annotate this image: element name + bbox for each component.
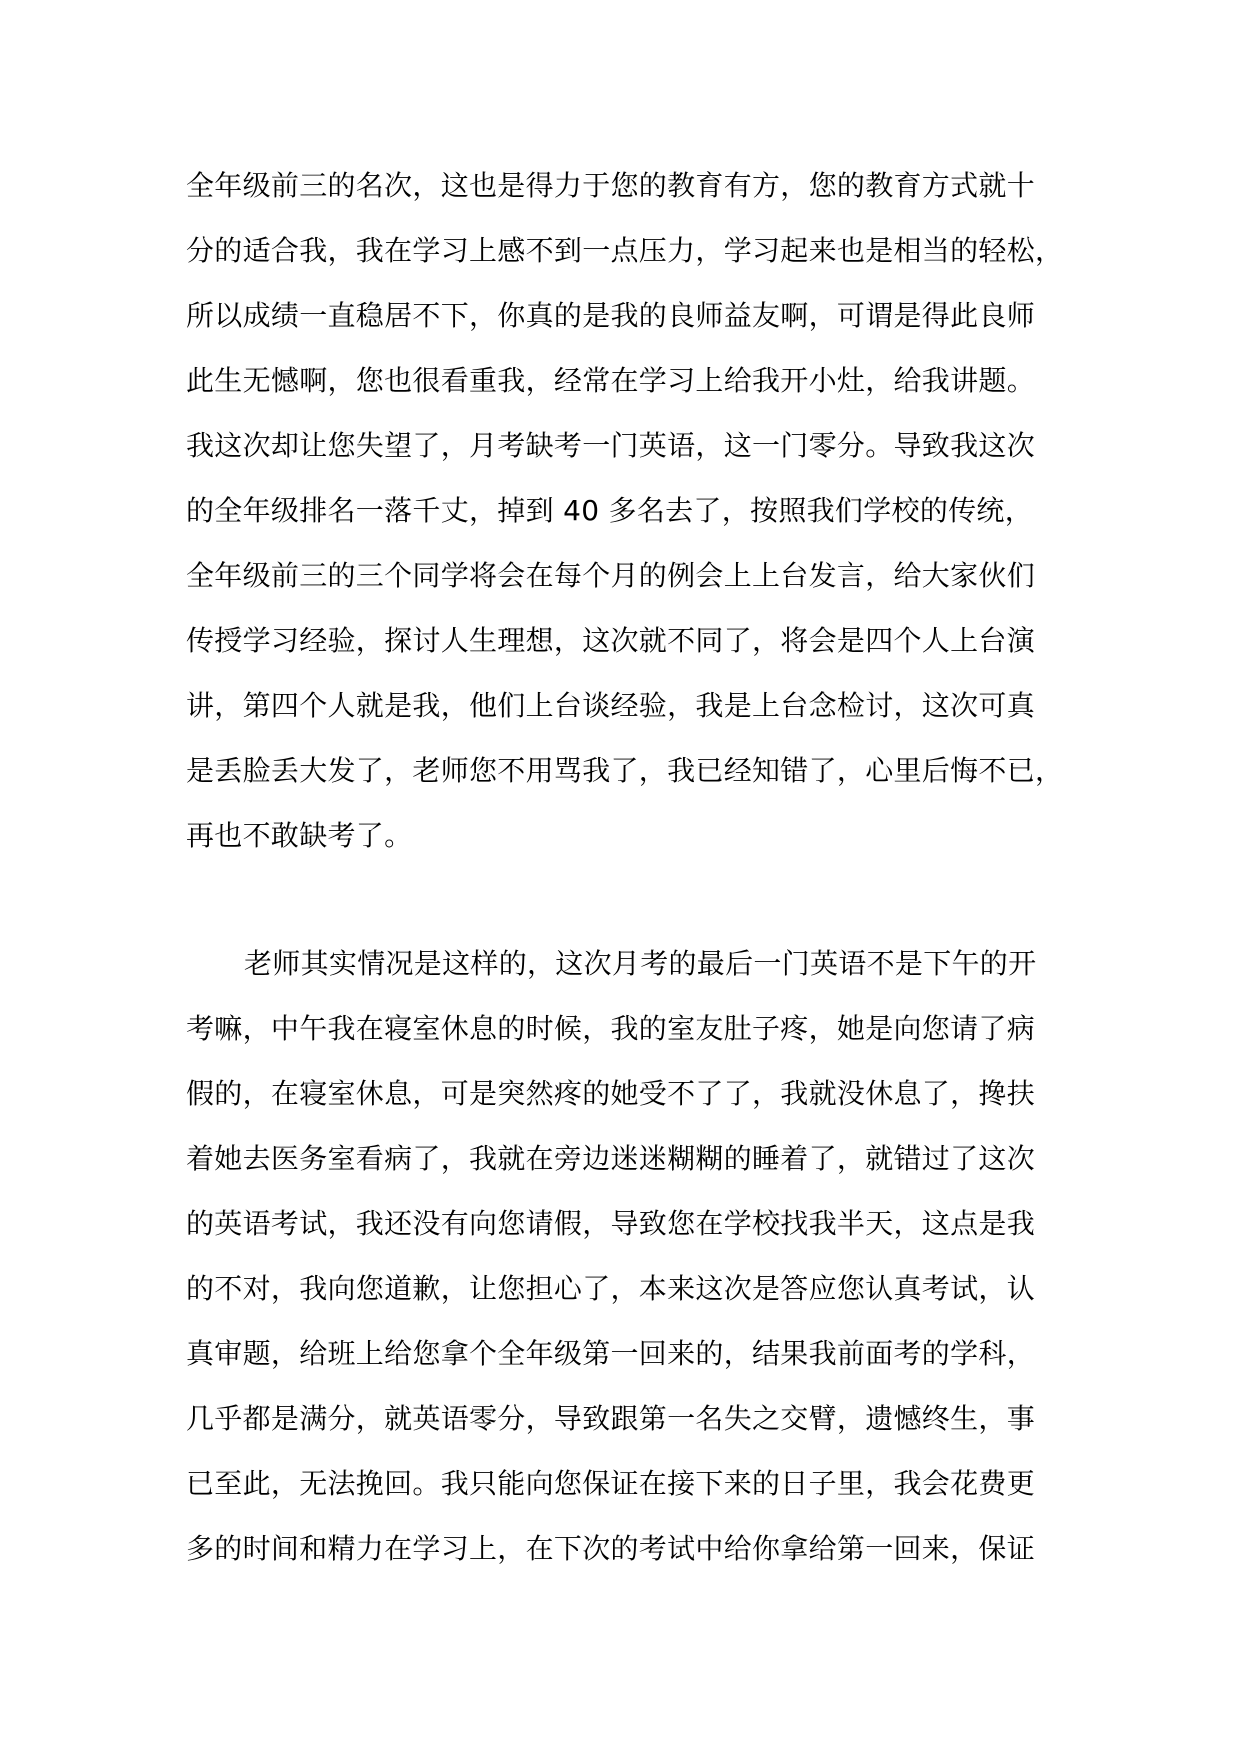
text-line: 假的，在寝室休息，可是突然疼的她受不了了，我就没休息了，搀扶 [186,1077,1036,1110]
text-line: 我这次却让您失望了，月考缺考一门英语，这一门零分。导致我这次 [186,429,1036,462]
text-line: 所以成绩一直稳居不下，你真的是我的良师益友啊，可谓是得此良师 [186,299,1036,332]
paragraph-2 [186,940,1066,1590]
text-line: 讲，第四个人就是我，他们上台谈经验，我是上台念检讨，这次可真 [186,689,1036,722]
text-line: 的英语考试，我还没有向您请假，导致您在学校找我半天，这点是我 [186,1207,1036,1240]
text-line: 此生无憾啊，您也很看重我，经常在学习上给我开小灶，给我讲题。 [186,364,1036,397]
text-line: 的不对，我向您道歉，让您担心了，本来这次是答应您认真考试，认 [186,1272,1036,1305]
text-line: 再也不敢缺考了。 [186,819,413,852]
text-line: 传授学习经验，探讨人生理想，这次就不同了，将会是四个人上台演 [186,624,1036,657]
text-line: 全年级前三的三个同学将会在每个月的例会上上台发言，给大家伙们 [186,559,1036,592]
text-line: 多的时间和精力在学习上，在下次的考试中给你拿给第一回来，保证 [186,1532,1036,1565]
text-line: 的全年级排名一落千丈，掉到 40 多名去了，按照我们学校的传统， [186,494,1034,527]
paragraph-1 [186,162,1066,877]
text-line: 老师其实情况是这样的，这次月考的最后一门英语不是下午的开 [244,947,1037,980]
text-line: 真审题，给班上给您拿个全年级第一回来的，结果我前面考的学科， [186,1337,1036,1370]
text-line: 着她去医务室看病了，我就在旁边迷迷糊糊的睡着了，就错过了这次 [186,1142,1036,1175]
text-line: 全年级前三的名次，这也是得力于您的教育有方，您的教育方式就十 [186,169,1036,202]
text-line: 考嘛，中午我在寝室休息的时候，我的室友肚子疼，她是向您请了病 [186,1012,1036,1045]
text-line: 分的适合我，我在学习上感不到一点压力，学习起来也是相当的轻松， [186,234,1064,267]
text-line: 已至此，无法挽回。我只能向您保证在接下来的日子里，我会花费更 [186,1467,1036,1500]
text-line: 几乎都是满分，就英语零分，导致跟第一名失之交臂，遗憾终生，事 [186,1402,1036,1435]
text-line: 是丢脸丢大发了，老师您不用骂我了，我已经知错了，心里后悔不已， [186,754,1064,787]
